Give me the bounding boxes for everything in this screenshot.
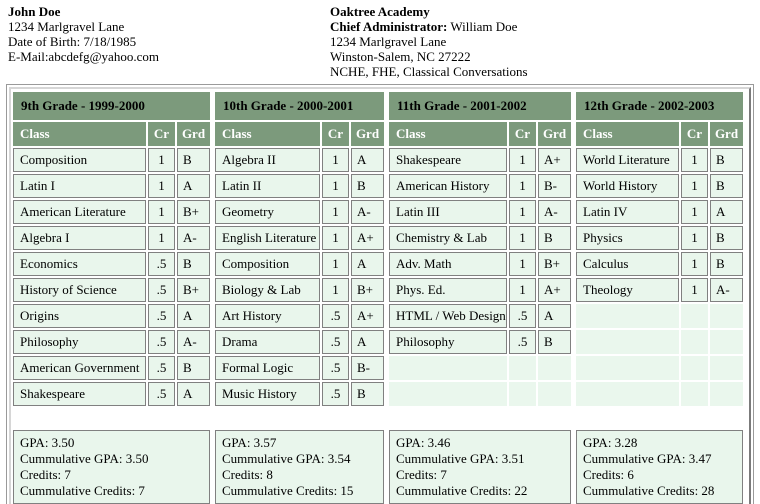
credit-value-cell: 1: [681, 148, 708, 172]
student-info: [8, 4, 330, 79]
cumulative-credits-line: Cummulative Credits: 28: [583, 483, 715, 498]
grade-column-header: Grd: [710, 122, 743, 146]
school-address: 1234 Marlgravel Lane: [330, 34, 447, 49]
table-row: [215, 304, 384, 328]
grade-column-header: Grd: [538, 122, 571, 146]
grade-value-cell: B: [177, 356, 210, 380]
grade-value-cell: A+: [351, 226, 384, 250]
table-row: [576, 356, 743, 380]
table-row: [576, 200, 743, 224]
student-email: E-Mail:abcdefg@yahoo.com: [8, 49, 159, 64]
credit-value-cell: 1: [681, 226, 708, 250]
empty-cell: [576, 356, 679, 380]
class-name-cell: Algebra I: [13, 226, 146, 250]
grade-value-cell: A: [177, 382, 210, 406]
class-name-cell: Adv. Math: [389, 252, 507, 276]
table-row: [389, 174, 571, 198]
class-name-cell: Philosophy: [389, 330, 507, 354]
empty-cell: [710, 356, 743, 380]
table-row: [215, 174, 384, 198]
empty-cell: [389, 356, 507, 380]
empty-cell: [509, 356, 536, 380]
class-name-cell: Phys. Ed.: [389, 278, 507, 302]
class-name-cell: Chemistry & Lab: [389, 226, 507, 250]
credits-column-header: Cr: [148, 122, 175, 146]
student-name: John Doe: [8, 4, 61, 19]
table-row: [389, 200, 571, 224]
grade-value-cell: A-: [351, 200, 384, 224]
table-row: [576, 304, 743, 328]
credit-value-cell: .5: [509, 304, 536, 328]
grades-grid: [13, 92, 747, 504]
credits-line: Credits: 6: [583, 467, 634, 482]
grade-column-9th: [13, 92, 210, 504]
grade-value-cell: B: [710, 226, 743, 250]
credits-line: Credits: 7: [396, 467, 447, 482]
grade-column-10th: [215, 92, 384, 504]
class-name-cell: Composition: [13, 148, 146, 172]
grade-value-cell: A+: [351, 304, 384, 328]
credits-column-header: Cr: [322, 122, 349, 146]
empty-cell: [576, 382, 679, 406]
credits-line: Credits: 7: [20, 467, 71, 482]
table-row: [389, 226, 571, 250]
class-name-cell: Latin I: [13, 174, 146, 198]
empty-cell: [681, 330, 708, 354]
class-name-cell: English Literature: [215, 226, 320, 250]
table-row: [576, 330, 743, 354]
gpa-summary: [215, 430, 384, 504]
table-row: [389, 356, 571, 380]
grade-value-cell: B: [710, 148, 743, 172]
grade-value-cell: A: [177, 304, 210, 328]
credit-value-cell: 1: [681, 174, 708, 198]
table-row: [13, 304, 210, 328]
empty-cell: [538, 382, 571, 406]
cumulative-credits-line: Cummulative Credits: 15: [222, 483, 354, 498]
empty-cell: [509, 382, 536, 406]
table-row: [215, 252, 384, 276]
table-row: [389, 148, 571, 172]
credit-value-cell: 1: [509, 226, 536, 250]
class-name-cell: World Literature: [576, 148, 679, 172]
column-header-row: [576, 122, 743, 146]
credit-value-cell: .5: [148, 278, 175, 302]
credit-value-cell: 1: [148, 174, 175, 198]
transcript-table-frame: [9, 87, 751, 504]
school-affiliations: NCHE, FHE, Classical Conversations: [330, 64, 528, 79]
grade-value-cell: A-: [177, 330, 210, 354]
class-column-header: Class: [13, 122, 146, 146]
credit-value-cell: 1: [148, 148, 175, 172]
empty-cell: [710, 304, 743, 328]
class-name-cell: Origins: [13, 304, 146, 328]
table-row: [389, 252, 571, 276]
gpa-line: GPA: 3.28: [583, 435, 638, 450]
credit-value-cell: .5: [148, 330, 175, 354]
credit-value-cell: 1: [681, 278, 708, 302]
table-row: [576, 226, 743, 250]
grade-value-cell: A-: [538, 200, 571, 224]
empty-cell: [710, 382, 743, 406]
grade-value-cell: A: [351, 330, 384, 354]
credit-value-cell: .5: [509, 330, 536, 354]
grade-value-cell: A-: [177, 226, 210, 250]
table-row: [389, 278, 571, 302]
table-row: [576, 252, 743, 276]
cumulative-gpa-line: Cummulative GPA: 3.47: [583, 451, 712, 466]
table-row: [215, 356, 384, 380]
class-name-cell: Shakespeare: [13, 382, 146, 406]
credit-value-cell: 1: [322, 174, 349, 198]
credit-value-cell: 1: [322, 200, 349, 224]
class-name-cell: Geometry: [215, 200, 320, 224]
cumulative-gpa-line: Cummulative GPA: 3.50: [20, 451, 149, 466]
credit-value-cell: 1: [322, 252, 349, 276]
column-header-row: [13, 122, 210, 146]
grade-value-cell: B: [538, 226, 571, 250]
grade-column-header: Grd: [177, 122, 210, 146]
grade-value-cell: A+: [538, 148, 571, 172]
credit-value-cell: 1: [322, 278, 349, 302]
table-row: [576, 382, 743, 406]
class-name-cell: Latin II: [215, 174, 320, 198]
grade-value-cell: B: [177, 148, 210, 172]
credit-value-cell: 1: [681, 200, 708, 224]
grade-value-cell: B-: [538, 174, 571, 198]
class-name-cell: Latin III: [389, 200, 507, 224]
credit-value-cell: 1: [509, 200, 536, 224]
grade-value-cell: B+: [177, 278, 210, 302]
table-row: [13, 174, 210, 198]
class-name-cell: American Government: [13, 356, 146, 380]
credit-value-cell: 1: [322, 226, 349, 250]
cumulative-gpa-line: Cummulative GPA: 3.54: [222, 451, 351, 466]
grade-column-12th: [576, 92, 743, 504]
credit-value-cell: 1: [509, 148, 536, 172]
grade-value-cell: B: [351, 382, 384, 406]
credit-value-cell: 1: [148, 226, 175, 250]
credits-line: Credits: 8: [222, 467, 273, 482]
empty-cell: [538, 356, 571, 380]
grade-value-cell: A: [177, 174, 210, 198]
grade-value-cell: A-: [710, 278, 743, 302]
class-name-cell: History of Science: [13, 278, 146, 302]
grade-value-cell: B: [177, 252, 210, 276]
gpa-summary: [13, 430, 210, 504]
student-dob: Date of Birth: 7/18/1985: [8, 34, 137, 49]
grade-title: 12th Grade - 2002-2003: [576, 92, 743, 120]
grade-value-cell: B-: [351, 356, 384, 380]
class-name-cell: Composition: [215, 252, 320, 276]
gpa-line: GPA: 3.57: [222, 435, 277, 450]
empty-cell: [576, 304, 679, 328]
table-row: [576, 148, 743, 172]
grade-value-cell: B+: [177, 200, 210, 224]
table-row: [215, 226, 384, 250]
grade-value-cell: B: [710, 174, 743, 198]
empty-cell: [681, 356, 708, 380]
table-row: [13, 278, 210, 302]
credit-value-cell: 1: [509, 174, 536, 198]
table-row: [389, 304, 571, 328]
gpa-summary: [576, 430, 743, 504]
grade-value-cell: A: [710, 200, 743, 224]
class-name-cell: American History: [389, 174, 507, 198]
table-row: [13, 226, 210, 250]
table-row: [215, 330, 384, 354]
table-row: [215, 148, 384, 172]
credit-value-cell: 1: [509, 252, 536, 276]
table-row: [389, 382, 571, 406]
empty-cell: [710, 330, 743, 354]
page-header: [0, 0, 760, 79]
credit-value-cell: .5: [322, 356, 349, 380]
table-row: [13, 382, 210, 406]
empty-cell: [681, 304, 708, 328]
empty-cell: [681, 382, 708, 406]
gpa-summary: [389, 430, 571, 504]
class-column-header: Class: [389, 122, 507, 146]
grade-column-header: Grd: [351, 122, 384, 146]
credit-value-cell: 1: [148, 200, 175, 224]
class-name-cell: Biology & Lab: [215, 278, 320, 302]
table-row: [13, 148, 210, 172]
table-row: [215, 200, 384, 224]
school-city-state-zip: Winston-Salem, NC 27222: [330, 49, 471, 64]
credit-value-cell: .5: [148, 382, 175, 406]
table-row: [13, 252, 210, 276]
table-row: [13, 200, 210, 224]
credits-column-header: Cr: [681, 122, 708, 146]
table-row: [215, 278, 384, 302]
empty-cell: [576, 330, 679, 354]
class-name-cell: Calculus: [576, 252, 679, 276]
class-name-cell: Latin IV: [576, 200, 679, 224]
grade-value-cell: A: [538, 304, 571, 328]
class-name-cell: American Literature: [13, 200, 146, 224]
table-row: [576, 278, 743, 302]
class-name-cell: Shakespeare: [389, 148, 507, 172]
class-name-cell: Art History: [215, 304, 320, 328]
cumulative-credits-line: Cummulative Credits: 22: [396, 483, 528, 498]
grade-value-cell: B+: [538, 252, 571, 276]
transcript-outer-frame: [6, 84, 754, 504]
credits-column-header: Cr: [509, 122, 536, 146]
school-name: Oaktree Academy: [330, 4, 430, 19]
credit-value-cell: .5: [322, 304, 349, 328]
credit-value-cell: 1: [322, 148, 349, 172]
grade-value-cell: B+: [351, 278, 384, 302]
class-name-cell: Economics: [13, 252, 146, 276]
credit-value-cell: .5: [322, 382, 349, 406]
grade-title: 9th Grade - 1999-2000: [13, 92, 210, 120]
table-row: [215, 382, 384, 406]
credit-value-cell: 1: [509, 278, 536, 302]
column-header-row: [389, 122, 571, 146]
credit-value-cell: 1: [681, 252, 708, 276]
cumulative-gpa-line: Cummulative GPA: 3.51: [396, 451, 525, 466]
table-row: [13, 330, 210, 354]
class-name-cell: World History: [576, 174, 679, 198]
class-column-header: Class: [576, 122, 679, 146]
credit-value-cell: .5: [148, 356, 175, 380]
table-row: [576, 174, 743, 198]
grade-value-cell: B: [710, 252, 743, 276]
class-name-cell: Physics: [576, 226, 679, 250]
column-header-row: [215, 122, 384, 146]
grade-value-cell: B: [351, 174, 384, 198]
class-name-cell: Theology: [576, 278, 679, 302]
class-name-cell: Philosophy: [13, 330, 146, 354]
class-name-cell: HTML / Web Design: [389, 304, 507, 328]
admin-name: William Doe: [450, 19, 518, 34]
credit-value-cell: .5: [148, 304, 175, 328]
empty-cell: [389, 382, 507, 406]
gpa-line: GPA: 3.50: [20, 435, 75, 450]
table-row: [389, 330, 571, 354]
grade-column-11th: [389, 92, 571, 504]
cumulative-credits-line: Cummulative Credits: 7: [20, 483, 145, 498]
school-administrator: [330, 19, 528, 34]
grade-title: 11th Grade - 2001-2002: [389, 92, 571, 120]
school-info: [330, 4, 528, 79]
grade-value-cell: B: [538, 330, 571, 354]
gpa-line: GPA: 3.46: [396, 435, 451, 450]
student-address: 1234 Marlgravel Lane: [8, 19, 125, 34]
grade-value-cell: A: [351, 148, 384, 172]
credit-value-cell: .5: [148, 252, 175, 276]
class-name-cell: Music History: [215, 382, 320, 406]
class-name-cell: Algebra II: [215, 148, 320, 172]
credit-value-cell: .5: [322, 330, 349, 354]
grade-value-cell: A: [351, 252, 384, 276]
grade-title: 10th Grade - 2000-2001: [215, 92, 384, 120]
class-column-header: Class: [215, 122, 320, 146]
admin-label: Chief Administrator:: [330, 19, 448, 34]
class-name-cell: Formal Logic: [215, 356, 320, 380]
class-name-cell: Drama: [215, 330, 320, 354]
table-row: [13, 356, 210, 380]
grade-value-cell: A+: [538, 278, 571, 302]
